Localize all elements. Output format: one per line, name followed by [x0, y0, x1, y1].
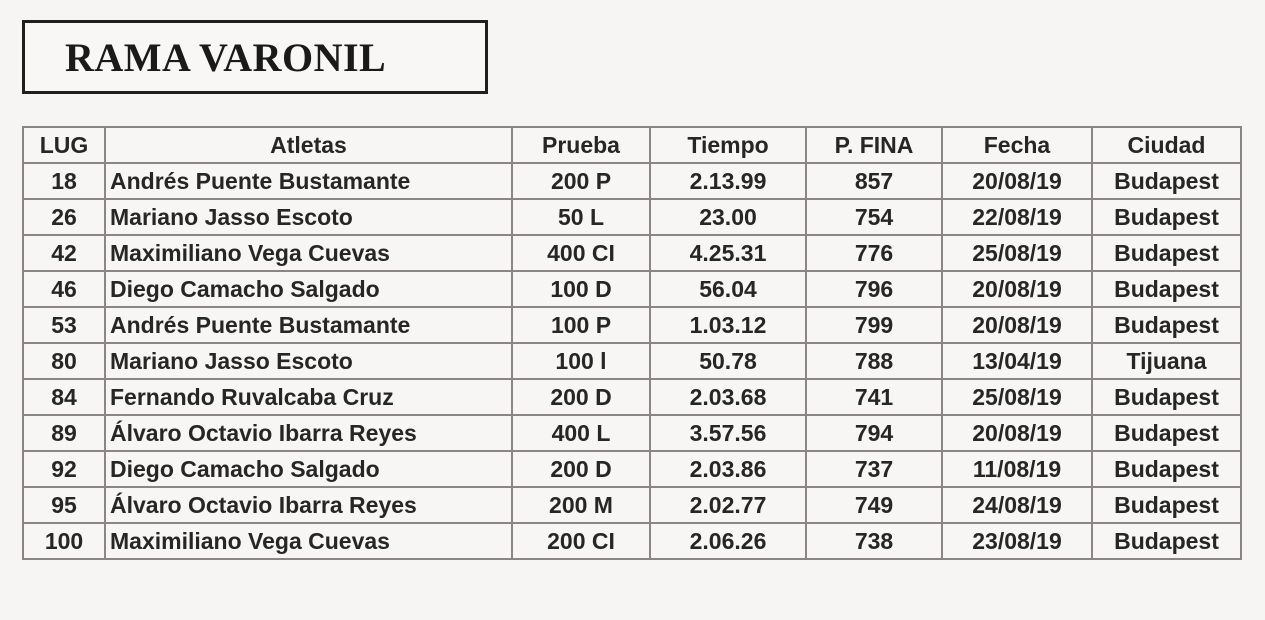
cell-tiempo: 2.03.68	[650, 379, 806, 415]
cell-ciudad: Budapest	[1092, 199, 1241, 235]
cell-fina: 796	[806, 271, 942, 307]
cell-atleta: Mariano Jasso Escoto	[105, 199, 512, 235]
cell-atleta: Andrés Puente Bustamante	[105, 307, 512, 343]
cell-fecha: 11/08/19	[942, 451, 1092, 487]
cell-ciudad: Budapest	[1092, 523, 1241, 559]
cell-fina: 799	[806, 307, 942, 343]
cell-ciudad: Budapest	[1092, 379, 1241, 415]
table-row	[23, 343, 1241, 379]
cell-fecha: 22/08/19	[942, 199, 1092, 235]
header-ciudad: Ciudad	[1092, 127, 1241, 163]
cell-atleta: Álvaro Octavio Ibarra Reyes	[105, 487, 512, 523]
cell-fecha: 20/08/19	[942, 271, 1092, 307]
cell-fecha: 20/08/19	[942, 163, 1092, 199]
cell-fecha: 13/04/19	[942, 343, 1092, 379]
cell-lug: 100	[23, 523, 105, 559]
cell-prueba: 200 CI	[512, 523, 650, 559]
cell-atleta: Maximiliano Vega Cuevas	[105, 523, 512, 559]
header-tiempo: Tiempo	[650, 127, 806, 163]
cell-atleta: Andrés Puente Bustamante	[105, 163, 512, 199]
cell-lug: 80	[23, 343, 105, 379]
header-row	[23, 127, 1241, 163]
cell-ciudad: Tijuana	[1092, 343, 1241, 379]
cell-fina: 788	[806, 343, 942, 379]
cell-fecha: 23/08/19	[942, 523, 1092, 559]
table-row	[23, 271, 1241, 307]
cell-prueba: 100 D	[512, 271, 650, 307]
results-table	[22, 126, 1242, 560]
header-fecha: Fecha	[942, 127, 1092, 163]
cell-tiempo: 2.03.86	[650, 451, 806, 487]
table-row	[23, 379, 1241, 415]
cell-lug: 95	[23, 487, 105, 523]
table-row	[23, 163, 1241, 199]
cell-lug: 18	[23, 163, 105, 199]
cell-fecha: 25/08/19	[942, 379, 1092, 415]
header-fina: P. FINA	[806, 127, 942, 163]
cell-lug: 26	[23, 199, 105, 235]
cell-lug: 92	[23, 451, 105, 487]
cell-atleta: Mariano Jasso Escoto	[105, 343, 512, 379]
cell-ciudad: Budapest	[1092, 487, 1241, 523]
cell-ciudad: Budapest	[1092, 235, 1241, 271]
cell-tiempo: 2.06.26	[650, 523, 806, 559]
cell-atleta: Diego Camacho Salgado	[105, 271, 512, 307]
cell-atleta: Diego Camacho Salgado	[105, 451, 512, 487]
cell-lug: 46	[23, 271, 105, 307]
cell-lug: 84	[23, 379, 105, 415]
cell-prueba: 50 L	[512, 199, 650, 235]
cell-fina: 776	[806, 235, 942, 271]
cell-atleta: Maximiliano Vega Cuevas	[105, 235, 512, 271]
header-lug: LUG	[23, 127, 105, 163]
cell-fina: 794	[806, 415, 942, 451]
cell-fecha: 25/08/19	[942, 235, 1092, 271]
cell-prueba: 200 P	[512, 163, 650, 199]
cell-lug: 89	[23, 415, 105, 451]
cell-prueba: 400 L	[512, 415, 650, 451]
cell-prueba: 100 P	[512, 307, 650, 343]
cell-fecha: 20/08/19	[942, 415, 1092, 451]
cell-prueba: 400 CI	[512, 235, 650, 271]
cell-tiempo: 2.02.77	[650, 487, 806, 523]
cell-fina: 737	[806, 451, 942, 487]
cell-tiempo: 3.57.56	[650, 415, 806, 451]
cell-fina: 738	[806, 523, 942, 559]
table-row	[23, 487, 1241, 523]
cell-ciudad: Budapest	[1092, 271, 1241, 307]
cell-fina: 754	[806, 199, 942, 235]
table-row	[23, 235, 1241, 271]
cell-ciudad: Budapest	[1092, 451, 1241, 487]
cell-tiempo: 56.04	[650, 271, 806, 307]
table-row	[23, 523, 1241, 559]
cell-atleta: Fernando Ruvalcaba Cruz	[105, 379, 512, 415]
table-row	[23, 199, 1241, 235]
title-box	[22, 20, 488, 94]
cell-ciudad: Budapest	[1092, 415, 1241, 451]
cell-lug: 53	[23, 307, 105, 343]
page-title: RAMA VARONIL	[65, 34, 387, 80]
cell-tiempo: 23.00	[650, 199, 806, 235]
cell-fecha: 20/08/19	[942, 307, 1092, 343]
cell-fina: 749	[806, 487, 942, 523]
cell-lug: 42	[23, 235, 105, 271]
cell-ciudad: Budapest	[1092, 163, 1241, 199]
cell-prueba: 200 D	[512, 379, 650, 415]
cell-fina: 741	[806, 379, 942, 415]
header-atletas: Atletas	[105, 127, 512, 163]
cell-tiempo: 4.25.31	[650, 235, 806, 271]
cell-tiempo: 50.78	[650, 343, 806, 379]
table-row	[23, 451, 1241, 487]
cell-prueba: 200 M	[512, 487, 650, 523]
table-row	[23, 307, 1241, 343]
table-row	[23, 415, 1241, 451]
cell-atleta: Álvaro Octavio Ibarra Reyes	[105, 415, 512, 451]
cell-tiempo: 2.13.99	[650, 163, 806, 199]
cell-fecha: 24/08/19	[942, 487, 1092, 523]
cell-tiempo: 1.03.12	[650, 307, 806, 343]
cell-fina: 857	[806, 163, 942, 199]
header-prueba: Prueba	[512, 127, 650, 163]
cell-prueba: 100 l	[512, 343, 650, 379]
cell-prueba: 200 D	[512, 451, 650, 487]
cell-ciudad: Budapest	[1092, 307, 1241, 343]
